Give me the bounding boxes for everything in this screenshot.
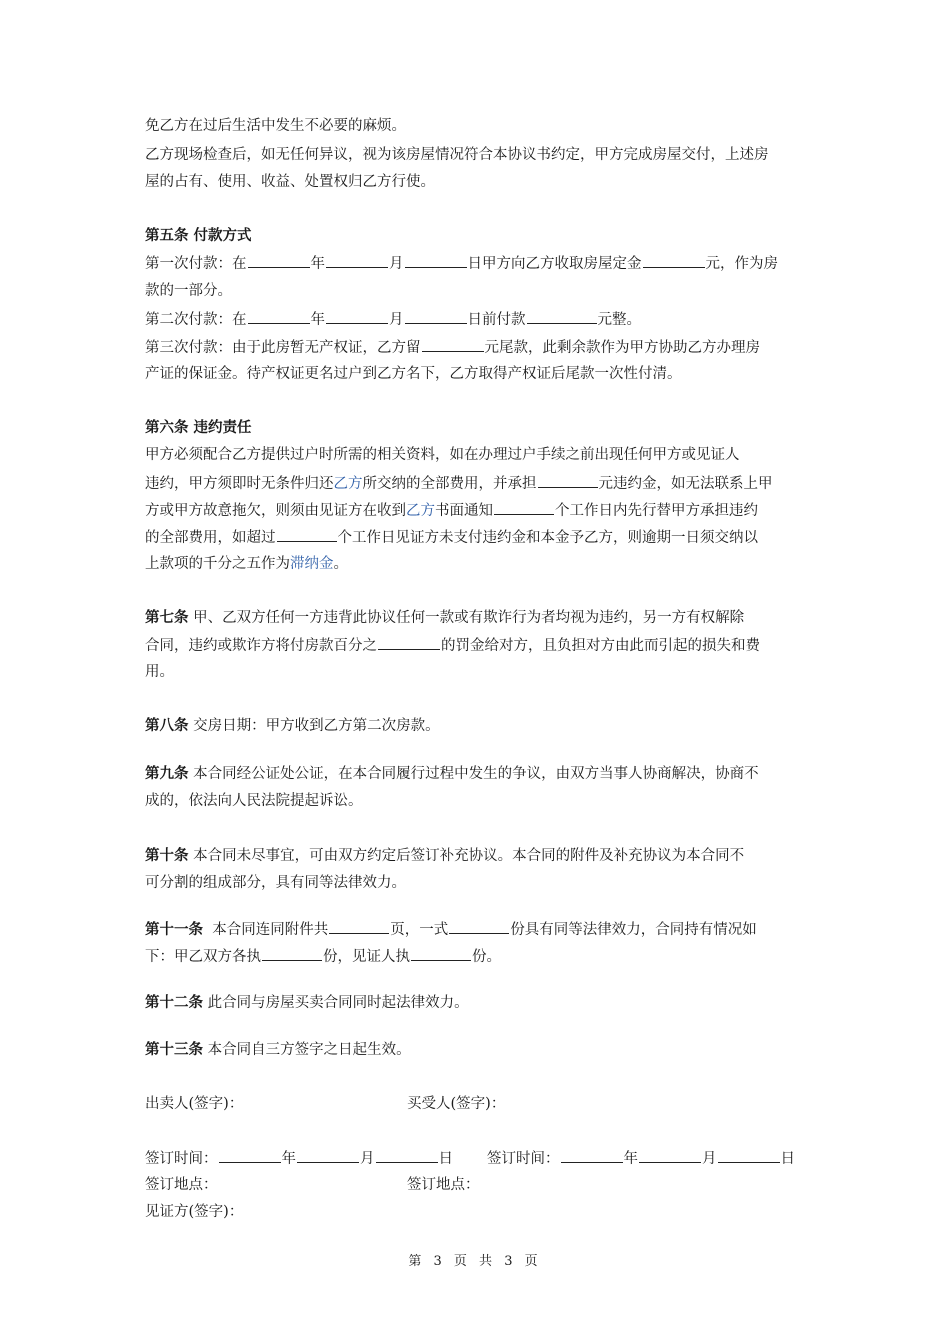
article-10-title: 第十条 bbox=[145, 848, 189, 864]
article-9-title: 第九条 bbox=[145, 766, 189, 782]
article-12-title: 第十二条 bbox=[145, 995, 203, 1011]
article-11-line-1: 第十一条 本合同连同附件共 页，一式 份具有同等法律效力，合同持有情况如 bbox=[145, 919, 757, 940]
witness-signature-label: 见证方(签字)： bbox=[145, 1204, 244, 1220]
blank-field[interactable] bbox=[643, 253, 705, 268]
article-12: 第十二条 此合同与房屋买卖合同同时起法律效力。 bbox=[145, 995, 469, 1011]
article-5-payment-1: 第一次付款：在 年 月 日甲方向乙方收取房屋定金 元，作为房 bbox=[145, 253, 778, 274]
blank-field[interactable] bbox=[329, 919, 389, 934]
article-10-line-1: 第十条 本合同未尽事宜，可由双方约定后签订补充协议。本合同的附件及补充协议为本合同不 bbox=[145, 848, 745, 864]
buyer-signature-label: 买受人(签字)： bbox=[407, 1096, 506, 1112]
article-7-line-2: 合同，违约或欺诈方将付房款百分之 的罚金给对方，且负担对方由此而引起的损失和费 bbox=[145, 635, 760, 656]
article-8-title: 第八条 bbox=[145, 718, 189, 734]
article-6-title: 第六条 违约责任 bbox=[145, 420, 252, 436]
article-13-title: 第十三条 bbox=[145, 1042, 203, 1058]
article-6-line-3: 方或甲方故意拖欠，则须由见证方在收到乙方书面通知 个工作日内先行替甲方承担违约 bbox=[145, 500, 758, 521]
blank-field[interactable] bbox=[378, 635, 440, 650]
intro-line-3: 屋的占有、使用、收益、处置权归乙方行使。 bbox=[145, 174, 435, 190]
blank-field[interactable] bbox=[718, 1148, 780, 1163]
intro-line-1: 免乙方在过后生活中发生不必要的麻烦。 bbox=[145, 118, 406, 134]
blank-field[interactable] bbox=[494, 500, 554, 515]
blank-field[interactable] bbox=[449, 919, 509, 934]
article-10-line-2: 可分割的组成部分，具有同等法律效力。 bbox=[145, 875, 406, 891]
article-7-title: 第七条 bbox=[145, 610, 189, 626]
seller-sign-time: 签订时间： 年 月 日 bbox=[145, 1148, 453, 1169]
blank-field[interactable] bbox=[248, 309, 310, 324]
buyer-sign-time: 签订时间： 年 月 日 bbox=[487, 1148, 795, 1169]
blank-field[interactable] bbox=[422, 337, 484, 352]
article-5-payment-1-cont: 款的一部分。 bbox=[145, 283, 232, 299]
article-8: 第八条 交房日期：甲方收到乙方第二次房款。 bbox=[145, 718, 440, 734]
intro-line-2: 乙方现场检查后，如无任何异议，视为该房屋情况符合本协议书约定，甲方完成房屋交付，上述房 bbox=[145, 147, 769, 163]
buyer-sign-place: 签订地点： bbox=[407, 1177, 480, 1193]
article-7-line-3: 用。 bbox=[145, 664, 174, 680]
article-5-payment-3: 第三次付款：由于此房暂无产权证，乙方留 元尾款，此剩余款作为甲方协助乙方办理房 bbox=[145, 337, 760, 358]
blank-field[interactable] bbox=[527, 309, 597, 324]
blank-field[interactable] bbox=[639, 1148, 701, 1163]
article-11-title: 第十一条 bbox=[145, 922, 203, 938]
blank-field[interactable] bbox=[411, 946, 471, 961]
blank-field[interactable] bbox=[326, 253, 388, 268]
blank-field[interactable] bbox=[405, 309, 467, 324]
blank-field[interactable] bbox=[248, 253, 310, 268]
link-party-b[interactable]: 乙方 bbox=[333, 476, 363, 492]
article-9-line-1: 第九条 本合同经公证处公证，在本合同履行过程中发生的争议，由双方当事人协商解决，协商不 bbox=[145, 766, 759, 782]
seller-sign-place: 签订地点： bbox=[145, 1177, 218, 1193]
article-6-line-1: 甲方必须配合乙方提供过户时所需的相关资料，如在办理过户手续之前出现任何甲方或见证人 bbox=[145, 447, 740, 463]
article-13: 第十三条 本合同自三方签字之日起生效。 bbox=[145, 1042, 411, 1058]
blank-field[interactable] bbox=[405, 253, 467, 268]
article-5-payment-2: 第二次付款：在 年 月 日前付款 元整。 bbox=[145, 309, 641, 330]
seller-signature-label: 出卖人(签字)： bbox=[145, 1096, 244, 1112]
blank-field[interactable] bbox=[376, 1148, 438, 1163]
article-5-title: 第五条 付款方式 bbox=[145, 228, 252, 244]
blank-field[interactable] bbox=[219, 1148, 281, 1163]
blank-field[interactable] bbox=[326, 309, 388, 324]
article-9-line-2: 成的，依法向人民法院提起诉讼。 bbox=[145, 793, 363, 809]
blank-field[interactable] bbox=[538, 473, 598, 488]
link-late-fee[interactable]: 滞纳金 bbox=[290, 556, 334, 572]
blank-field[interactable] bbox=[277, 527, 337, 542]
article-11-line-2: 下：甲乙双方各执 份，见证人执 份。 bbox=[145, 946, 501, 967]
article-7-line-1: 第七条 甲、乙双方任何一方违背此协议任何一款或有欺诈行为者均视为违约，另一方有权解除 bbox=[145, 610, 745, 626]
article-6-line-4: 的全部费用，如超过 个工作日见证方未支付违约金和本金予乙方，则逾期一日须交纳以 bbox=[145, 527, 758, 548]
article-5-payment-3-cont: 产证的保证金。待产权证更名过户到乙方名下，乙方取得产权证后尾款一次性付清。 bbox=[145, 366, 682, 382]
link-party-b[interactable]: 乙方 bbox=[406, 503, 435, 519]
page-footer: 第 3 页 共 3 页 bbox=[408, 1254, 542, 1269]
article-6-line-5: 上款项的千分之五作为滞纳金。 bbox=[145, 556, 348, 572]
blank-field[interactable] bbox=[262, 946, 322, 961]
blank-field[interactable] bbox=[561, 1148, 623, 1163]
blank-field[interactable] bbox=[297, 1148, 359, 1163]
article-6-line-2: 违约，甲方须即时无条件归还乙方所交纳的全部费用，并承担 元违约金，如无法联系上甲 bbox=[145, 473, 773, 494]
